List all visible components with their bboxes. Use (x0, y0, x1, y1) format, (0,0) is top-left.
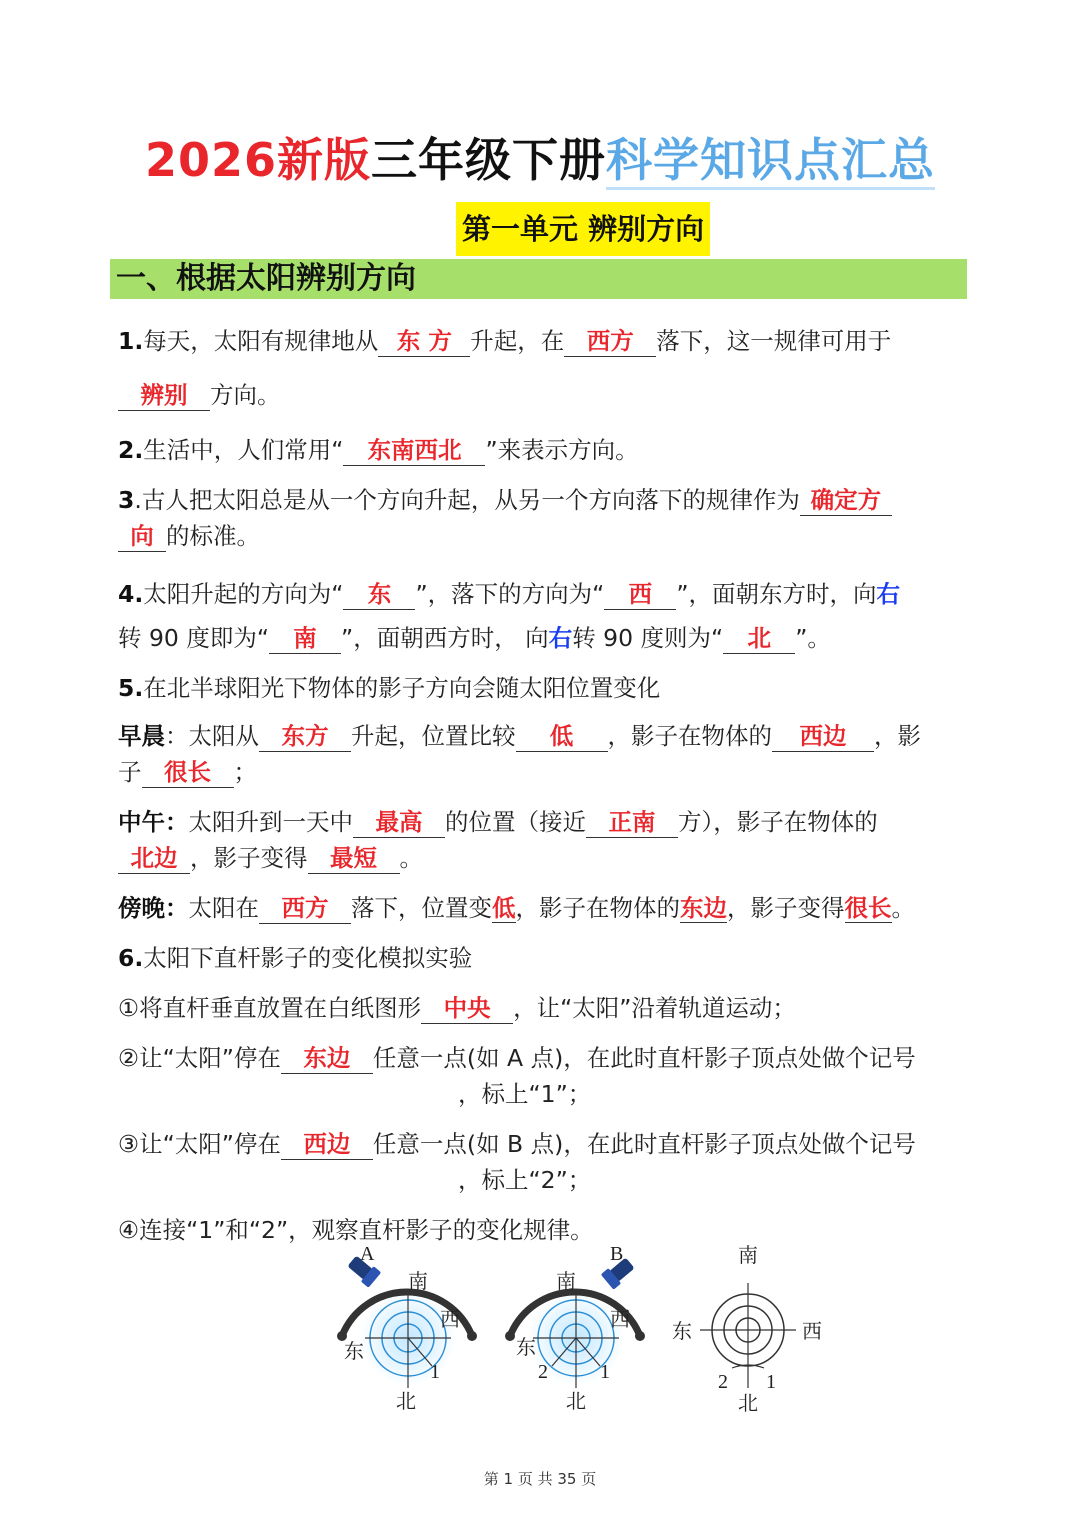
label-mark-1: 1 (600, 1361, 610, 1383)
item-2: 2.生活中，人们常用“ 东南西北 ”来表示方向。 (118, 436, 639, 464)
label-sun-b: B (610, 1243, 624, 1265)
item-3: 3.古人把太阳总是从一个方向升起，从另一个方向落下的规律作为 确定方 向 的标准。 (118, 482, 968, 554)
blank: 向 (118, 521, 166, 552)
label-east: 东 (344, 1341, 364, 1363)
blank: 东南西北 (343, 435, 485, 466)
label-west: 西 (610, 1309, 630, 1331)
blank: 西 (604, 579, 676, 610)
blank: 西方 (259, 893, 351, 924)
label-east: 东 (516, 1337, 536, 1359)
blank: 东方 (259, 721, 351, 752)
label-west: 西 (802, 1321, 822, 1343)
diagram-result (672, 1244, 822, 1415)
blank: 最短 (308, 843, 400, 874)
blank: 西边 (281, 1129, 373, 1160)
item-4: 4.太阳升起的方向为“ 东 ”，落下的方向为“ 西 ”，面朝东方时，向右 转 90 度即为“ 南 ”，面朝西方时， 向右转 90 度则为“ 北 ”。 (118, 580, 901, 652)
label-mark-1: 1 (430, 1361, 440, 1383)
morning: 早晨：太阳从 东方 升起，位置比较 低 ，影子在物体的 西边 ，影 子 很长 ； (118, 722, 921, 786)
blank: 确定方 (800, 485, 892, 516)
blank: 东 方 (378, 326, 470, 357)
label-sun-a: A (360, 1243, 375, 1265)
blank: 南 (269, 623, 341, 654)
blank: 西方 (564, 326, 656, 357)
content (118, 314, 968, 1248)
section-heading: 一、根据太阳辨别方向 (110, 259, 967, 299)
label-north: 北 (396, 1391, 416, 1413)
title-year: 2026新版 (144, 133, 372, 187)
shadow-experiment-figure (320, 1238, 840, 1418)
label-east: 东 (672, 1321, 692, 1343)
label-mark-2: 2 (718, 1371, 728, 1393)
blank: 北 (723, 623, 795, 654)
label-mark-2: 2 (538, 1361, 548, 1383)
item-5: 5.在北半球阳光下物体的影子方向会随太阳位置变化 (118, 674, 661, 702)
label-south: 南 (556, 1271, 576, 1293)
step-1: ①将直杆垂直放置在白纸图形 中央 ，让“太阳”沿着轨道运动； (118, 994, 796, 1022)
item-1: 1.每天，太阳有规律地从 东 方 升起，在 西方 落下，这一规律可用于 辨别 方向。 (118, 327, 892, 409)
diagram-sun-east (337, 1243, 477, 1413)
step-4: ④连接“1”和“2”，观察直杆影子的变化规律。 (118, 1216, 594, 1244)
label-south: 南 (408, 1271, 428, 1293)
item-6: 6.太阳下直杆影子的变化模拟实验 (118, 944, 473, 972)
blank: 东边 (281, 1043, 373, 1074)
blank: 辨别 (118, 380, 210, 411)
label-north: 北 (738, 1393, 758, 1415)
blank: 北边 (118, 843, 190, 874)
noon: 中午：太阳升到一天中 最高 的位置（接近 正南 方），影子在物体的 北边 ，影子变得 最短 。 (118, 808, 878, 872)
blank: 很长 (142, 757, 234, 788)
blank: 中央 (421, 993, 513, 1024)
blank: 正南 (586, 807, 678, 838)
page-footer: 第 1 页 共 35 页 (483, 1470, 597, 1488)
title-subject: 科学知识点汇总 (606, 133, 935, 190)
page-title (0, 128, 1080, 192)
unit-heading: 第一单元 辨别方向 (456, 202, 710, 256)
blank: 最高 (353, 807, 445, 838)
diagram-sun-west (505, 1243, 645, 1413)
blank: 西边 (772, 721, 874, 752)
label-mark-1: 1 (766, 1371, 776, 1393)
label-south: 南 (738, 1245, 758, 1267)
blank: 低 (516, 721, 608, 752)
step-3: ③让“太阳”停在 西边 任意一点(如 B 点)，在此时直杆影子顶点处做个记号 ，标上“2”； (118, 1130, 916, 1194)
label-north: 北 (566, 1391, 586, 1413)
step-2: ②让“太阳”停在 东边 任意一点(如 A 点)，在此时直杆影子顶点处做个记号 ，标上“1”； (118, 1044, 916, 1108)
label-west: 西 (440, 1309, 460, 1331)
blank: 东 (343, 579, 415, 610)
evening: 傍晚：太阳在 西方 落下，位置变低，影子在物体的东边，影子变得很长。 (118, 894, 915, 922)
title-grade: 三年级下册 (371, 133, 607, 187)
